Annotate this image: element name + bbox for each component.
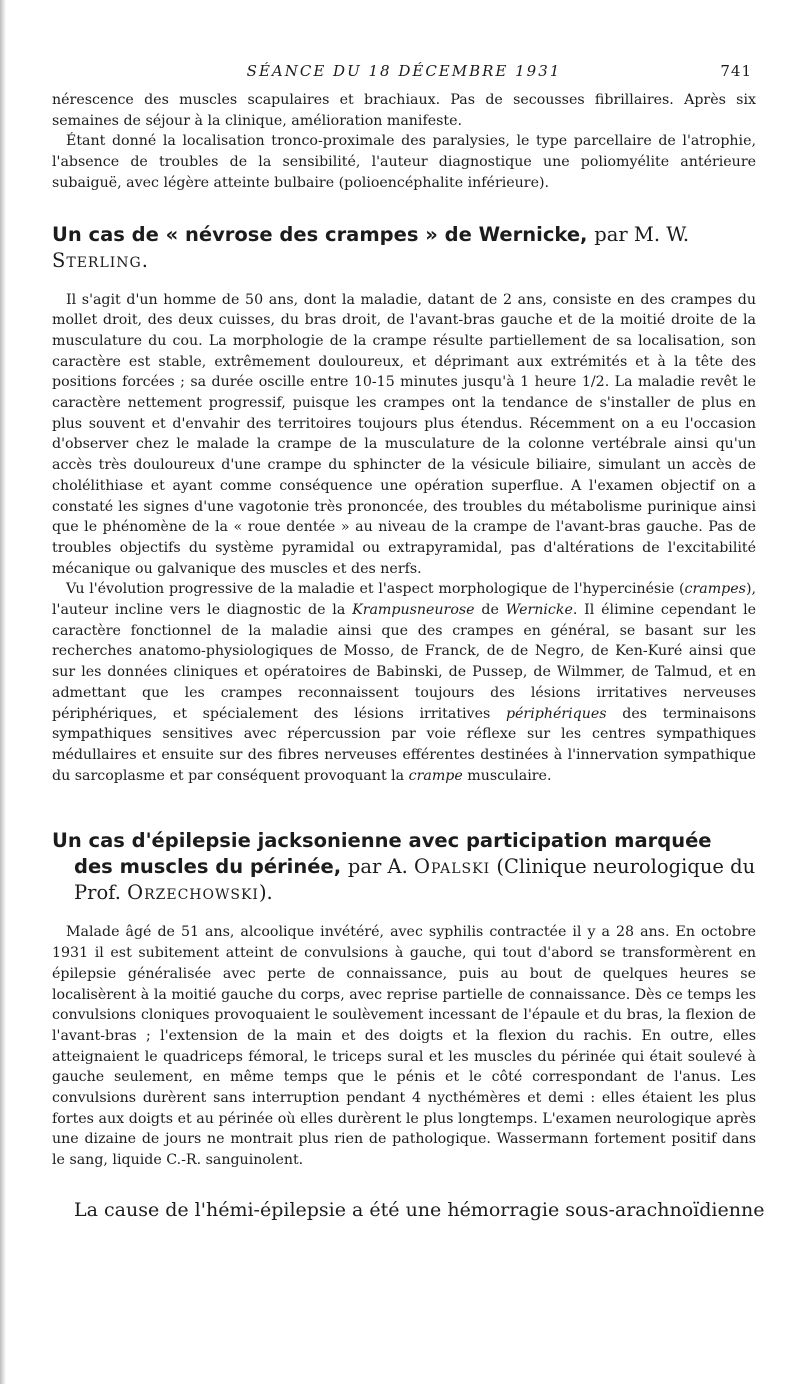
section-1-paragraph-1: Il s'agit d'un homme de 50 ans, dont la maladie, datant de 2 ans, consiste en des crampes du mollet droit, des deux cuisses, du bras droit, de l'avant-bras gauche et de la moitié droite de la musculature du cou. La morphologie de la crampe résulte partiellement de sa localisation, son caractère est stable, extrêmement douloureux, et déprimant aux extrémités et à la tête des positions forcées ; sa durée oscille entre 10-15 minutes jusqu'à 1 heure 1/2. La maladie revêt le caractère nettement progressif, puisque les crampes ont la tendance de s'installer de plus en plus souvent et d'envahir des territoires toujours plus étendus. Récemment on a eu l'occasion d'observer chez le malade la crampe de la musculature de la colonne vertébrale ainsi qu'un accès très douloureux d'une crampe du sphincter de la vésicule biliaire, simulant un accès de cholélithiase et ayant comme conséquence une opération superflue. A l'examen objectif on a constaté les signes d'une vagotonie très prononcée, des troubles du métabolisme purinique ainsi que le phénomène de la « roue dentée » au niveau de la crampe de l'avant-bras gauche. Pas de troubles objectifs du système pyramidal ou extrapyramidal, pas d'altérations de l'excitabilité mécanique ou galvanique des muscles et des nerfs. [52,291,756,577]
section-2-by: par [347,855,382,879]
intro-paragraph-1: nérescence des muscles scapulaires et brachiaux. Pas de secousses fibrillaires. Après six semaines de séjour à la clinique, amélioration manifeste. [52,92,756,129]
section-2-heading [52,828,756,906]
intro-paragraph-2: Étant donné la localisation tronco-proximale des paralysies, le type parcellaire de l'atrophie, l'absence de troubles de la sensibilité, l'auteur diagnostique une poliomyélite antérieure subaiguë, avec légère atteinte bulbaire (polioencéphalite inférieure). [52,133,756,191]
page-edge-shadow [0,0,6,1384]
italic-term: périphériques [505,705,607,722]
section-1-paragraph-2 [52,579,756,786]
section-2-author-name: Opalski [414,855,491,879]
italic-term: crampe [408,767,463,784]
text-run: de [474,602,506,619]
section-2-affiliation-name: Orzechowski [127,881,259,905]
section-2-affiliation-close: ). [258,881,273,905]
section-1-heading [52,222,756,274]
running-head [52,62,756,90]
section-1-author-name: Sterling. [52,248,149,272]
section-3-heading: La cause de l'hémi-épilepsie a été une hémorragie sous-arachnoïdienne [74,1198,765,1221]
section-2-title: Un cas d'épilepsie jacksonienne avec participation marquée des muscles du périnée, [52,829,712,879]
section-1-title: Un cas de « névrose des crampes » de Wernicke, [52,222,588,246]
section-1-author-initials: M. W. [633,222,690,246]
text-run: . Il élimine cependant le caractère fonctionnel de la maladie ainsi que des crampes en général, se basant sur les recherches anatomo-physiologiques de Mosso, de Franck, de de Negro, de Ken-Kuré ainsi que sur les données cliniques et opératoires de Babinski, de Pussep, de Wilmmer, de Talmud, et en admettant que les crampes reconnaissent toujours des lésions irritatives nerveuses périphériques, et spécialement des lésions irritatives [52,602,756,722]
italic-term: Krampusneurose [352,602,475,619]
text-run: ), l'auteur incline vers le diagnostic de la [52,581,756,619]
italic-term: crampes [684,581,746,598]
text-run: des terminaisons sympathiques sensitives avec répercussion par voie réflexe sur les centres sympathiques médullaires et ensuite sur des fibres nerveuses efférentes destinées à l'innervation sympathique du sarcoplasme et par conséquent provoquant la [52,705,756,784]
section-1-by: par [594,222,628,246]
text-run: Vu l'évolution progressive de la maladie et l'aspect morphologique de l'hypercinésie ( [66,581,685,598]
section-2-paragraph-1: Malade âgé de 51 ans, alcoolique invétéré, avec syphilis contractée il y a 28 ans. En octobre 1931 il est subitement atteint de convulsions à gauche, qui tout d'abord se transformèrent en épilepsie généralisée avec perte de connaissance, puis au bout de quelques heures se localisèrent à la moitié gauche du corps, avec reprise partielle de connaissance. Dès ce temps les convulsions cloniques provoquaient le soulèvement incessant de l'épaule et du bras, la flexion de l'avant-bras ; l'extension de la main et des doigts et la flexion du rachis. En outre, elles atteignaient le quadriceps fémoral, le triceps sural et les muscles du périnée qui était soulevé à gauche seulement, en même temps que le pénis et le côté correspondant de l'anus. Les convulsions durèrent sans interruption pendant 4 nycthémères et demi : elles étaient les plus fortes aux doigts et au périnée où elles durèrent le plus longtemps. L'examen neurologique après une dizaine de jours ne montrait plus rien de pathologique. Wassermann fortement positif dans le sang, liquide C.-R. sanguinolent. [52,924,756,1169]
running-title: SÉANCE DU 18 DÉCEMBRE 1931 [246,62,562,80]
page-number: 741 [720,62,752,80]
section-2-affiliation: (Clinique neurologique du Prof. [74,855,756,905]
text-run: musculaire. [462,767,552,784]
italic-term: Wernicke [505,602,573,619]
section-2-author-initial: A. [387,855,408,879]
